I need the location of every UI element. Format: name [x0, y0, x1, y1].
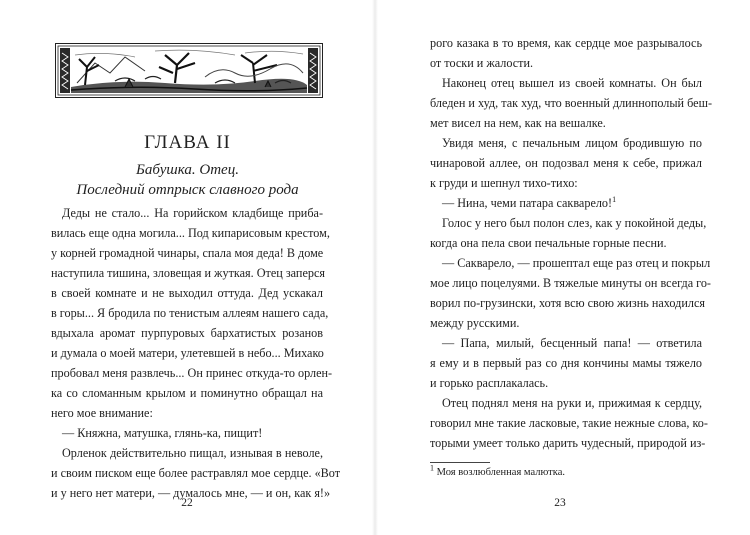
footnote-text: Моя возлюбленная малютка.	[436, 467, 565, 478]
footnote-divider	[430, 462, 490, 463]
chapter-subtitle-line: Бабушка. Отец.	[136, 162, 239, 178]
text-line: чинаровой аллее, он подозвал меня к себе, прижал	[430, 156, 702, 170]
text-line: у корней громадной чинары, спала моя деда! В доме	[51, 246, 324, 260]
text-line: бледен и худ, так худ, что военный длиннополый беш-	[430, 96, 713, 110]
text-line: я ему и в первый раз со дня кончины мамы тяжело	[430, 356, 702, 370]
text-line: — Папа, милый, бесценный папа! — ответила	[442, 336, 702, 350]
text-line: мое лицо поцелуями. В тяжелые минуты он всегда го-	[430, 276, 711, 290]
text-line: мет висел на нем, как на вешалке.	[430, 116, 606, 130]
text-line: Наконец отец вышел из своей комнаты. Он был	[442, 76, 702, 90]
text-line: в горы... Я бродила по тенистым аллеям нашего сада,	[51, 306, 329, 320]
text-line: него мое внимание:	[51, 406, 153, 420]
text-line: и у него нет матери, — думалось мне, — и он, как я!»	[51, 486, 331, 500]
text-line: от тоски и жалости.	[430, 56, 534, 70]
text-line: наступила тишина, зловещая и жуткая. Отец заперся	[51, 266, 325, 280]
text-line: когда она пела свои печальные горные песни.	[430, 236, 667, 250]
text-line: к груди и шепнул тихо-тихо:	[430, 176, 578, 190]
text-line: — Сакварело, — прошептал еще раз отец и покрыл	[442, 256, 711, 270]
text-line: и думала о моей матери, улетевшей в небо... Михако	[51, 346, 324, 360]
text-line: в своей комнате и не выходил оттуда. Дед ускакал	[51, 286, 323, 300]
text-line: рого казака в то время, как сердце мое разрывалось	[430, 36, 702, 50]
text-line: ка со сломанным крылом и поминутно обращал на	[51, 386, 323, 400]
chapter-title: ГЛАВА II	[144, 132, 231, 153]
page-number: 23	[554, 497, 566, 509]
text-line: Голос у него был полон слез, как у покойной деды,	[442, 216, 707, 230]
text-line: Отец поднял меня на руки и, прижимая к сердцу,	[442, 396, 702, 410]
footnote	[430, 463, 565, 478]
page-number: 22	[181, 497, 193, 509]
text-line	[442, 193, 714, 213]
text-line: между русскими.	[430, 316, 520, 330]
chapter-vignette-illustration	[55, 43, 323, 98]
text-line: торыми умеет только дарить чудесный, природой из-	[430, 436, 706, 450]
chapter-subtitle-line: Последний отпрыск славного рода	[76, 182, 299, 198]
text-line: Деды не стало... На горийском кладбище приба-	[62, 206, 323, 220]
text-line: говорил мне такие ласковые, такие нежные слова, ко-	[430, 416, 708, 430]
text-line: ворил по-грузински, хотя всю свою жизнь находился	[430, 296, 705, 310]
right-page	[375, 0, 750, 535]
text-line: и своим писком еще более растравлял мое сердце. «Вот	[51, 466, 341, 480]
text-line: вилась еще одна могила... Под кипарисовым крестом,	[51, 226, 330, 240]
text-line: — Княжна, матушка, глянь-ка, пищит!	[62, 426, 263, 440]
footnote-mark: 1	[430, 463, 434, 473]
text-line: Орленок действительно пищал, изнывая в неволе,	[62, 446, 323, 460]
text-line: и горько расплакалась.	[430, 376, 549, 390]
text-line: пробовал меня развлечь... Он принес откуда-то орлен-	[51, 366, 333, 380]
footnote-ref: 1	[612, 194, 617, 204]
chapter-subtitle	[40, 160, 335, 200]
text-line: вдыхала аромат пурпуровых бархатистых розанов	[51, 326, 323, 340]
text-line: Увидя меня, с печальным лицом бродившую по	[442, 136, 702, 150]
text-line-text: — Нина, чеми патара сакварело!	[442, 196, 613, 210]
